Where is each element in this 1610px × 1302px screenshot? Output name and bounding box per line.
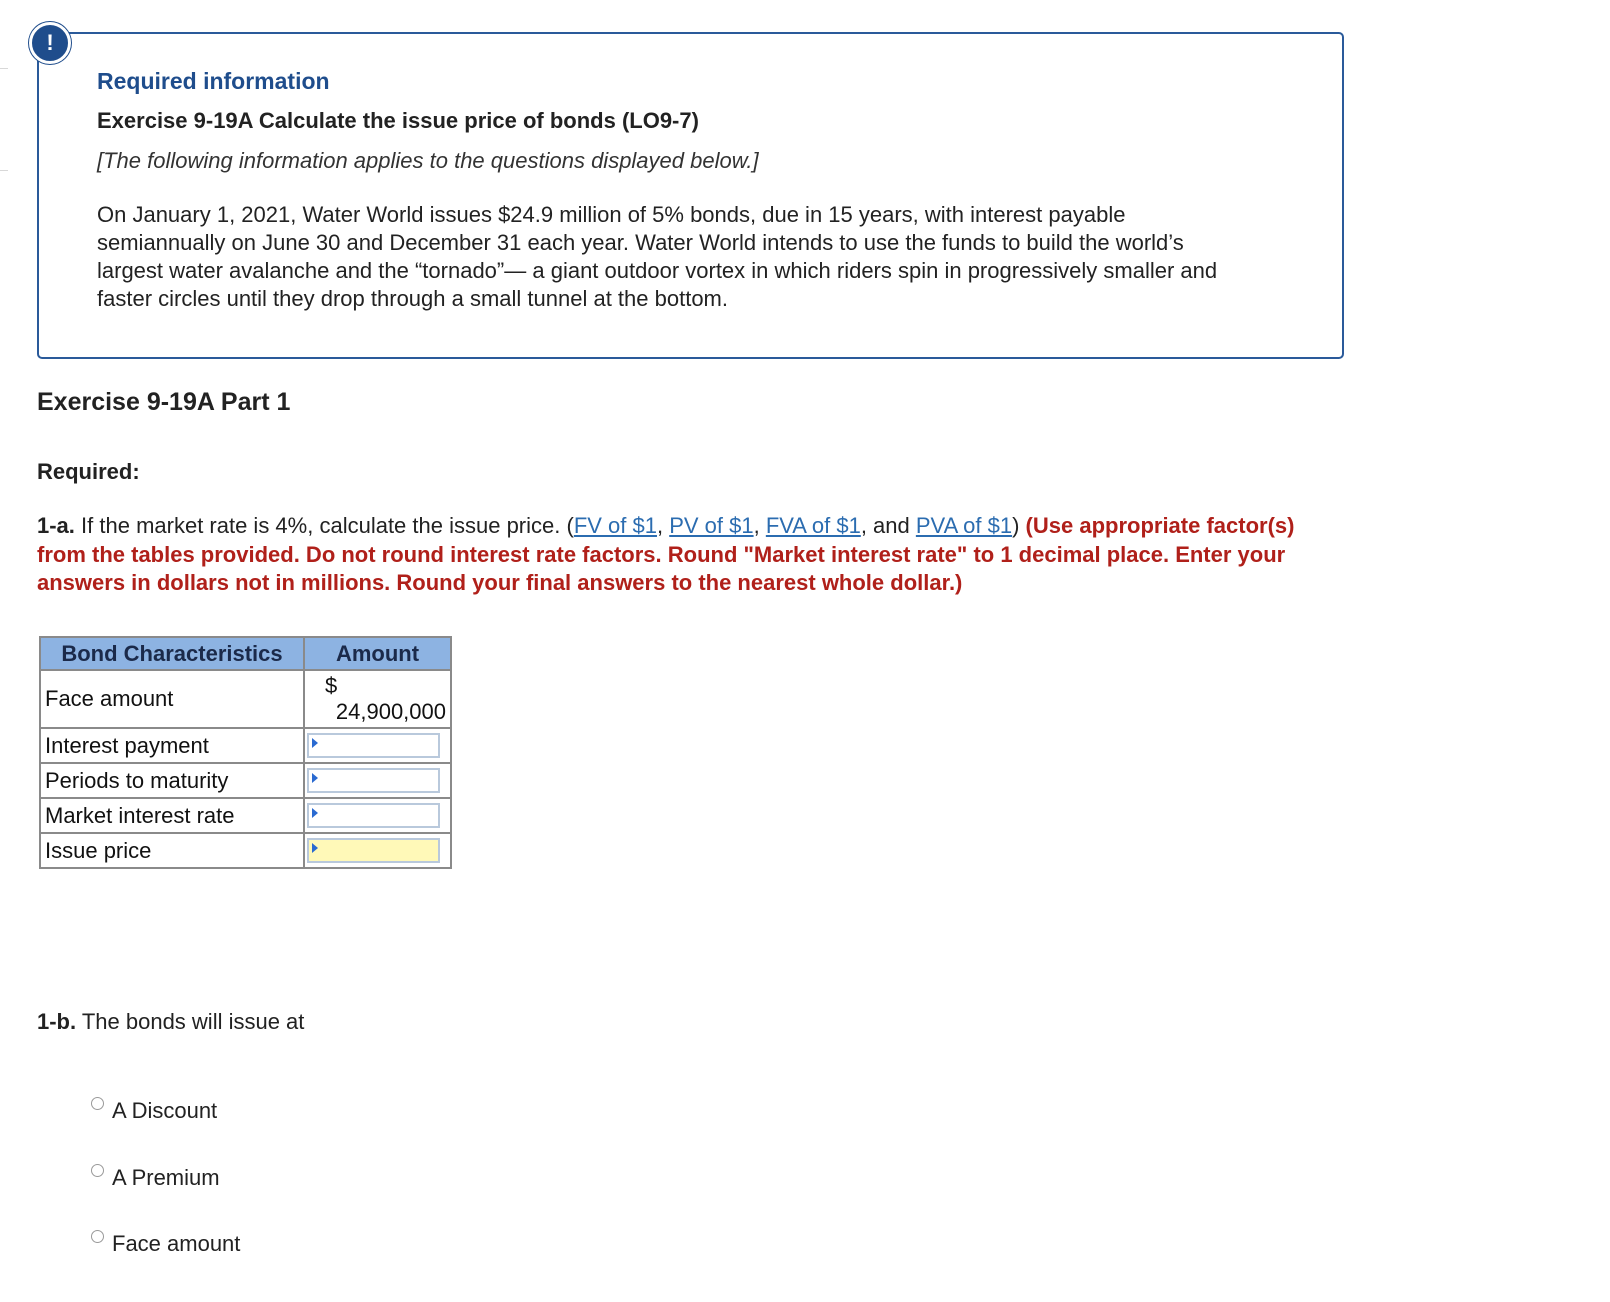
separator: ,: [753, 513, 766, 538]
face-amount-value: [304, 670, 451, 728]
radio-option-discount[interactable]: [91, 1098, 217, 1124]
table-row: [40, 763, 451, 798]
fv-table-link[interactable]: FV of $1: [573, 513, 657, 538]
separator: , and: [860, 513, 916, 538]
currency-symbol: $: [325, 673, 338, 698]
pv-table-link[interactable]: PV of $1: [669, 513, 754, 538]
face-amount-number: 24,900,000: [335, 699, 446, 724]
face-amount-label: Face amount: [40, 670, 304, 728]
periods-to-maturity-label: Periods to maturity: [40, 763, 304, 798]
cell-marker-icon: [312, 773, 318, 783]
info-exercise-title: Exercise 9-19A Calculate the issue price of bonds (LO9-7): [97, 108, 699, 133]
header-amount: Amount: [304, 637, 451, 670]
market-interest-rate-input[interactable]: [307, 803, 440, 828]
radio-option-face-amount[interactable]: [91, 1231, 240, 1257]
table-row: [40, 728, 451, 763]
part-title: Exercise 9-19A Part 1: [37, 388, 291, 416]
info-title: Required information: [97, 68, 330, 94]
required-label: Required:: [37, 459, 140, 484]
question-1a-instruction: (Use appropriate factor(s) from the tables provided. Do not round interest rate factors. Round "Market interest rate" to 1 decimal place. Enter your answers in dollars not in millions. Round your final answers to the nearest whole dollar.): [37, 513, 1295, 595]
periods-to-maturity-cell: [304, 763, 451, 798]
separator: ): [1012, 513, 1026, 538]
radio-button[interactable]: [91, 1164, 104, 1177]
question-1a-text: If the market rate is 4%, calculate the issue price. (: [74, 513, 574, 538]
info-note: [The following information applies to the questions displayed below.]: [97, 148, 759, 173]
question-1a-number: 1-a.: [37, 513, 75, 538]
cell-marker-icon: [312, 808, 318, 818]
table-row: [40, 798, 451, 833]
alert-icon: !: [29, 22, 71, 64]
radio-button[interactable]: [91, 1097, 104, 1110]
interest-payment-input[interactable]: [307, 733, 440, 758]
radio-label: Face amount: [112, 1231, 241, 1256]
market-interest-rate-cell: [304, 798, 451, 833]
question-1b-number: 1-b.: [37, 1009, 77, 1034]
pva-table-link[interactable]: PVA of $1: [915, 513, 1013, 538]
question-1a: [37, 512, 1327, 598]
table-row: [40, 833, 451, 868]
question-1b: [37, 1009, 304, 1035]
fva-table-link[interactable]: FVA of $1: [765, 513, 861, 538]
periods-to-maturity-input[interactable]: [307, 768, 440, 793]
radio-label: A Premium: [112, 1165, 220, 1190]
radio-label: A Discount: [112, 1098, 218, 1123]
info-body: On January 1, 2021, Water World issues $24.9 million of 5% bonds, due in 15 years, with interest payable semiannually on June 30 and December 31 each year. Water World intends to use the funds to build the world’s largest water avalanche and the “tornado”— a giant outdoor vortex in which riders spin in progressively smaller and faster circles until they drop through a small tunnel at the bottom.: [97, 202, 1218, 311]
interest-payment-cell: [304, 728, 451, 763]
market-interest-rate-label: Market interest rate: [40, 798, 304, 833]
required-information-content: [37, 32, 1344, 359]
header-bond-characteristics: Bond Characteristics: [40, 637, 304, 670]
table-row: [40, 670, 451, 728]
left-edge-line-bottom: [0, 170, 8, 171]
radio-button[interactable]: [91, 1230, 104, 1243]
separator: ,: [656, 513, 670, 538]
issue-price-label: Issue price: [40, 833, 304, 868]
left-edge-line-top: [0, 68, 8, 69]
cell-marker-icon: [312, 843, 318, 853]
issue-price-input[interactable]: [307, 838, 440, 863]
cell-marker-icon: [312, 738, 318, 748]
bond-characteristics-table: [39, 636, 452, 869]
issue-price-cell: [304, 833, 451, 868]
radio-option-premium[interactable]: [91, 1165, 220, 1191]
interest-payment-label: Interest payment: [40, 728, 304, 763]
question-1b-text: The bonds will issue at: [76, 1009, 305, 1034]
